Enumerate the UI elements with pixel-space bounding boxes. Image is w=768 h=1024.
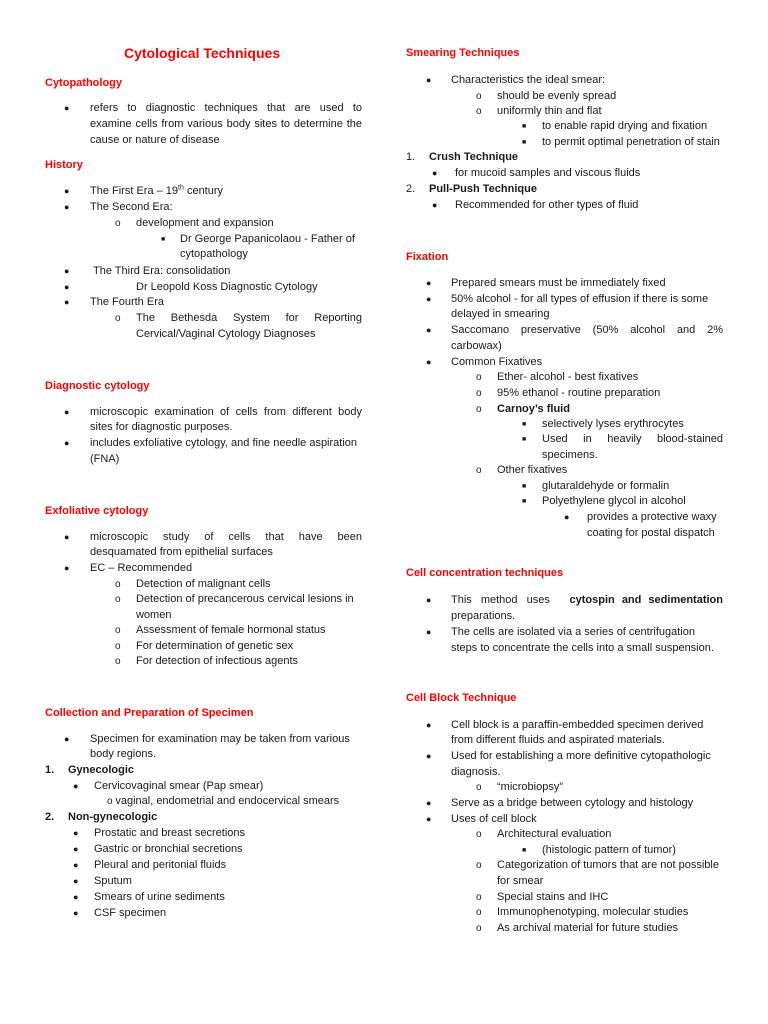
heading-fixation: Fixation [406, 251, 449, 263]
square-bullet: ■ [522, 436, 527, 443]
circle-bullet: o [115, 656, 121, 667]
text-line: preparations. [451, 610, 516, 622]
bullet: ● [432, 168, 438, 178]
text-line: Other fixatives [497, 464, 568, 476]
bullet: ● [426, 278, 432, 288]
text-line: 95% ethanol - routine preparation [497, 387, 661, 399]
circle-bullet: o [115, 594, 121, 605]
text-line: Architectural evaluation [497, 828, 612, 840]
circle-bullet: o [115, 313, 121, 324]
text-pull-push-technique: Pull-Push Technique [429, 183, 537, 195]
text-line: desquamated from epithelial surfaces [90, 546, 273, 558]
text-line: Characteristics the ideal smear: [451, 74, 606, 86]
circle-bullet: o [115, 625, 121, 636]
text-line: Specimen for examination may be taken from various [90, 733, 350, 745]
history-second-era: The Second Era: [90, 201, 173, 213]
text-line: Used for establishing a more definitive cytopathologic [451, 750, 711, 762]
bullet: ● [426, 627, 432, 637]
history-third-era: The Third Era: consolidation [93, 265, 231, 277]
text-line: body regions. [90, 748, 157, 760]
text-line: For determination of genetic sex [136, 640, 294, 652]
text-line: steps to concentrate the cells into a small suspension. [451, 642, 714, 654]
bullet: ● [426, 595, 432, 605]
text-line: to enable rapid drying and fixation [542, 120, 708, 132]
text-line: Pleural and peritonial fluids [94, 859, 227, 871]
bullet: ● [64, 297, 70, 307]
heading-smearing: Smearing Techniques [406, 47, 520, 59]
text-line: Dr Leopold Koss Diagnostic Cytology [136, 281, 318, 293]
text-line: (FNA) [90, 453, 120, 465]
text-line: Cell block is a paraffin-embedded specimen derived [451, 719, 704, 731]
text-crush-technique: Crush Technique [429, 151, 519, 163]
text-line: cause or nature of disease [90, 134, 220, 146]
text-gynecologic: Gynecologic [68, 764, 135, 776]
text-line: Used in heavily blood-stained [542, 433, 723, 445]
square-bullet: ■ [522, 139, 527, 146]
text-line: 50% alcohol - for all types of effusion if there is some [451, 293, 709, 305]
text-line: microscopic examination of cells from different body [90, 406, 362, 418]
text-line: includes exfoliative cytology, and fine needle aspiration [90, 437, 358, 449]
text-line: Polyethylene glycol in alcohol [542, 495, 686, 507]
text-line: Smears of urine sediments [94, 891, 225, 903]
history-fourth-era: The Fourth Era [90, 296, 164, 308]
bullet: ● [426, 294, 432, 304]
square-bullet: ■ [522, 123, 527, 130]
text-line: provides a protective waxy [587, 511, 717, 523]
bullet: ● [426, 75, 432, 85]
text-line: specimens. [542, 449, 598, 461]
bullet: ● [64, 282, 70, 292]
bullet: ● [73, 876, 79, 886]
circle-bullet: o [476, 829, 482, 840]
text-line: sites for diagnostic purposes. [90, 421, 233, 433]
text-line: For detection of infectious agents [136, 655, 299, 667]
bullet: ● [64, 186, 70, 196]
text-line: Special stains and IHC [497, 891, 609, 903]
bullet: ● [73, 908, 79, 918]
text-line: CSF specimen [94, 907, 167, 919]
text-line: Uses of cell block [451, 813, 537, 825]
bullet: ● [73, 860, 79, 870]
bullet: ● [64, 103, 70, 113]
circle-bullet: o [476, 91, 482, 102]
text-line: (histologic pattern of tumor) [542, 844, 676, 856]
circle-bullet: o [476, 892, 482, 903]
list-number: 1. [406, 151, 416, 163]
text-line: EC – Recommended [90, 562, 193, 574]
circle-bullet: o [476, 465, 482, 476]
list-number: 1. [45, 764, 55, 776]
text-line: As archival material for future studies [497, 922, 678, 934]
text-line: Immunophenotyping, molecular studies [497, 906, 689, 918]
text-line: women [136, 609, 172, 621]
list-number: 2. [406, 183, 416, 195]
circle-bullet: o [476, 860, 482, 871]
heading-cell-block: Cell Block Technique [406, 692, 517, 704]
heading-collection: Collection and Preparation of Specimen [45, 707, 254, 719]
text-line: Serve as a bridge between cytology and histology [451, 797, 694, 809]
bullet: ● [426, 357, 432, 367]
text-line: The Bethesda System for Reporting [136, 312, 362, 324]
text-line: examine cells from various body sites to determine the [90, 118, 362, 130]
text-line: development and expansion [136, 217, 274, 229]
circle-bullet: o [115, 218, 121, 229]
heading-cell-concentration: Cell concentration techniques [406, 567, 564, 579]
text-line: selectively lyses erythrocytes [542, 418, 684, 430]
heading-diagnostic-cytology: Diagnostic cytology [45, 380, 150, 392]
text-line: o vaginal, endometrial and endocervical smears [107, 795, 340, 807]
text-line: Dr George Papanicolaou - Father of [180, 233, 355, 245]
text-line: Detection of malignant cells [136, 578, 271, 590]
circle-bullet: o [476, 907, 482, 918]
text-line: Common Fixatives [451, 356, 543, 368]
bullet: ● [426, 814, 432, 824]
text-line: glutaraldehyde or formalin [542, 480, 670, 492]
text-line: microscopic study of cells that have been [90, 531, 362, 543]
circle-bullet: o [476, 782, 482, 793]
text-line: to permit optimal penetration of stain [542, 136, 720, 148]
text-line: Recommended for other types of fluid [455, 199, 639, 211]
text-line: Saccomano preservative (50% alcohol and 2% [451, 324, 723, 336]
circle-bullet: o [476, 106, 482, 117]
text-line: Prostatic and breast secretions [94, 827, 246, 839]
bullet: ● [64, 532, 70, 542]
text-line: “microbiopsy” [497, 781, 564, 793]
text-line: for mucoid samples and viscous fluids [455, 167, 641, 179]
circle-bullet: o [476, 404, 482, 415]
bullet: ● [564, 512, 570, 522]
square-bullet: ■ [522, 483, 527, 490]
bullet: ● [426, 751, 432, 761]
list-number: 2. [45, 811, 55, 823]
text-line: coating for postal dispatch [587, 527, 715, 539]
text-line: diagnosis. [451, 766, 501, 778]
text-line: uniformly thin and flat [497, 105, 602, 117]
text-line: from different fluids and aspirated materials. [451, 734, 665, 746]
text-line: delayed in smearing [451, 308, 550, 320]
text-line: should be evenly spread [497, 90, 617, 102]
bullet: ● [73, 844, 79, 854]
text-line: Prepared smears must be immediately fixed [451, 277, 666, 289]
history-first-era: The First Era – 19th century [90, 184, 224, 197]
text-line: Cervical/Vaginal Cytology Diagnoses [136, 328, 316, 340]
bullet: ● [64, 202, 70, 212]
text-carnoys-fluid: Carnoy’s fluid [497, 403, 570, 415]
heading-cytopathology: Cytopathology [45, 77, 122, 89]
circle-bullet: o [476, 388, 482, 399]
bullet: ● [64, 266, 70, 276]
text-line: for smear [497, 875, 544, 887]
text-line: Detection of precancerous cervical lesions in [136, 593, 354, 605]
circle-bullet: o [115, 641, 121, 652]
text-line: The cells are isolated via a series of centrifugation [451, 626, 695, 638]
circle-bullet: o [115, 579, 121, 590]
bullet: ● [432, 200, 438, 210]
bullet: ● [426, 798, 432, 808]
text-line: cytopathology [180, 248, 248, 260]
square-bullet: ■ [522, 847, 527, 854]
text-line: carbowax) [451, 340, 502, 352]
bullet: ● [73, 828, 79, 838]
text-line: Sputum [94, 875, 132, 887]
text-line: Ether- alcohol - best fixatives [497, 371, 639, 383]
page-title: Cytological Techniques [124, 45, 281, 61]
heading-history: History [45, 159, 83, 171]
square-bullet: ■ [522, 421, 527, 428]
text-line: Cervicovaginal smear (Pap smear) [94, 780, 264, 792]
bullet: ● [426, 720, 432, 730]
text-line: Assessment of female hormonal status [136, 624, 326, 636]
bullet: ● [64, 734, 70, 744]
bullet: ● [64, 563, 70, 573]
text-line: Gastric or bronchial secretions [94, 843, 243, 855]
text-non-gynecologic: Non-gynecologic [68, 811, 158, 823]
text-line: This method uses cytospin and sedimentation [451, 594, 723, 606]
bullet: ● [73, 892, 79, 902]
heading-exfoliative-cytology: Exfoliative cytology [45, 505, 149, 517]
bullet: ● [64, 438, 70, 448]
text-line: Categorization of tumors that are not possible [497, 859, 719, 871]
circle-bullet: o [476, 923, 482, 934]
bullet: ● [73, 781, 79, 791]
bullet: ● [426, 325, 432, 335]
circle-bullet: o [476, 372, 482, 383]
square-bullet: ■ [161, 236, 166, 243]
square-bullet: ■ [522, 498, 527, 505]
bullet: ● [64, 407, 70, 417]
text-line: refers to diagnostic techniques that are used to [90, 102, 362, 114]
